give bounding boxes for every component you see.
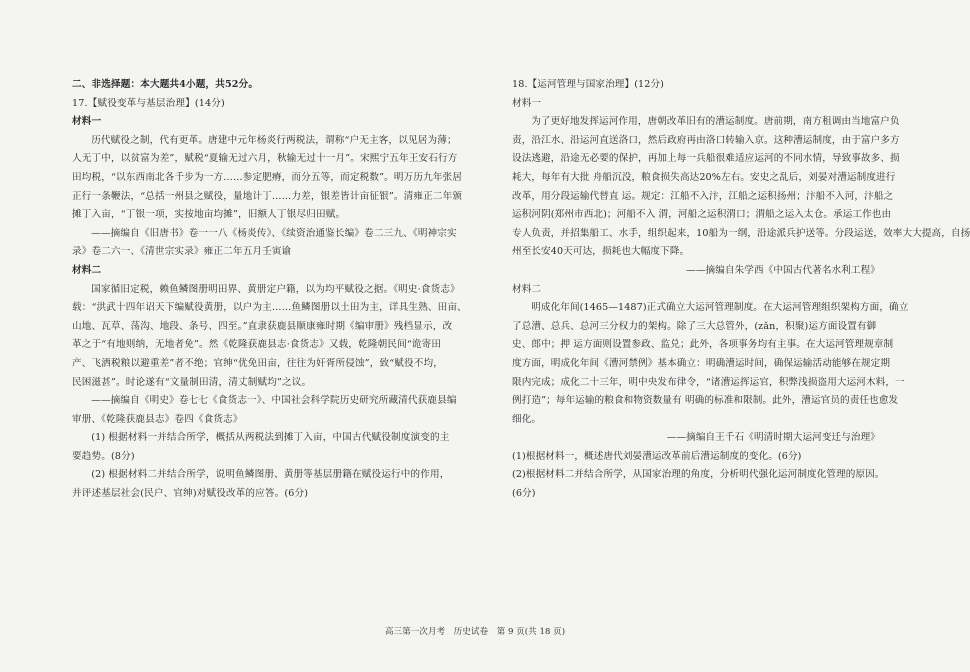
q17-material-2-source-cont: 审册、《乾隆获鹿县志》卷四《食货志》 — [72, 413, 243, 425]
q18-material-1-label: 材料一 — [512, 97, 542, 109]
q17-material-2-line: 民困滋甚”。时论遂有“文量制田清，清丈制赋均”之议。 — [72, 376, 312, 388]
q17-material-1-line: 人无丁中，以贫富为差”，赋税“夏输无过六月，秋输无过十一月”。宋熙宁五年王安石行方 — [72, 153, 458, 165]
q17-material-2-line: 产、飞洒税粮以避重差”者不绝；官绅“优免田亩，往往为奸胥所侵蚀”，致“赋役不均， — [72, 357, 443, 369]
q18-material-1-line: 州至长安40天可达，损耗也大幅度下降。 — [512, 246, 690, 258]
q18-material-1-line: 为了更好地发挥运河作用，唐朝改革旧有的漕运制度。唐前期，南方租调由当地富户负 — [531, 116, 900, 128]
q17-material-2-line: 革之于“有地则纳，无地者免”。然《乾隆获鹿县志·食货志》又载，乾隆朝民间“诡寄田 — [72, 339, 442, 351]
q18-material-2-line: 例打造”；每年运输的粮食和物资数量有 明确的标准和限制。此外，漕运官员的责任也愈发 — [512, 395, 899, 407]
q17-material-1-line: 田均税，“以东西南北各千步为一方……参定肥瘠，而分五等，而定税数”。明万历九年张居 — [72, 171, 463, 183]
q18-subquestion-1: (1)根据材料一，概述唐代刘晏漕运改革前后漕运制度的变化。(6分) — [512, 450, 802, 462]
q18-material-2-line: 明成化年间(1465—1487)正式确立大运河管理制度。在大运河管理组织架构方面，确立 — [531, 302, 909, 314]
page-footer: 高三第一次月考 历史试卷 第 9 页(共 18 页) — [384, 627, 566, 637]
q17-material-2-line: 国家循旧定税，赖鱼鳞图册明田界、黄册定户籍，以为均平赋役之据。《明史·食货志》 — [91, 283, 460, 295]
q17-subquestion-1: (1) 根据材料一并结合所学，概括从两税法到摊丁入亩，中国古代赋役制度演变的主 — [91, 432, 450, 444]
q18-material-2-line: 细化。 — [512, 413, 542, 425]
q18-material-2-line: 限内完成；成化二十三年，明中央发布律令，“诸漕运挥运官，积弊浅损盗用大运河木料，一 — [512, 376, 905, 388]
q17-material-2-line: 山地、瓦草、荡沟、地段、条号、四至。”直隶获鹿县顺康雍时期《编审册》残档显示，改 — [72, 320, 453, 332]
q18-subquestion-2: (2)根据材料二并结合所学，从国家治理的角度，分析明代强化运河制度化管理的原因。 — [512, 469, 885, 481]
q18-material-1-line: 专人负责，并招集船工、水手，组织起来，10船为一纲，沿途派兵护送等。分段运送，效率大大提高，自扬 — [512, 227, 970, 239]
q17-subquestion-1-cont: 要趋势。(8分) — [72, 450, 135, 462]
q18-material-1-line: 设法逃避，沿途无必要的保护，再加上每一兵船很难适应运河的不同水情，导致事故多、损 — [512, 153, 900, 165]
q18-material-2-line: 了总漕、总兵、总河三分权力的架构。除了三大总管外，(zǎn，积聚)运方面设置有御 — [512, 320, 877, 332]
q18-material-1-source: ——摘编自朱学西《中国古代著名水利工程》 — [686, 264, 880, 276]
right-column — [512, 76, 970, 504]
q18-material-2-line: 史、郎中；押 运方面则设置参政、监兑；此外，各项事务均有主事。在大运河管理规章制 — [512, 339, 894, 351]
left-column — [72, 76, 467, 504]
q17-material-1-line: 历代赋役之制，代有更革。唐建中元年杨炎行两税法，谓称“户无主客，以见居为薄； — [91, 134, 457, 146]
q17-material-1-source: ——摘编自《旧唐书》卷一一八《杨炎传》、《续资治通鉴长编》卷二三九、《明神宗实 — [91, 227, 457, 239]
q18-material-2-line: 度方面，明成化年间《漕河禁例》基本确立：明确漕运时间，确保运输活动能够在规定期 — [512, 357, 891, 369]
question-18-title: 18.【运河管理与国家治理】(12分) — [512, 79, 664, 90]
q18-subquestion-2-score: (6分) — [512, 488, 536, 500]
q17-material-1-label: 材料一 — [72, 116, 102, 128]
q18-material-1-line: 责，沿江水、沿运河直送洛口，然后政府再由洛口转输入京。这种漕运制度，由于富户多方 — [512, 134, 900, 146]
q18-material-2-source: ——摘编自王千石《明清时期大运河变迁与治理》 — [666, 432, 880, 444]
q17-material-2-line: 载：“洪武十四年诏天下编赋役黄册，以户为主……鱼鳞图册以土田为主，详具生熟、田亩、 — [72, 302, 467, 314]
q17-material-1-source-cont: 录》卷二六一、《清世宗实录》雍正二年五月壬寅谕 — [72, 246, 292, 258]
q17-material-1-line: 摊丁入亩，“丁银一项，实按地亩均摊”，旧额人丁银尽归田赋。 — [72, 209, 346, 221]
q18-material-1-line: 耗大，每年有大批 舟船沉没，粮食损失高达20%左右。安史之乱后，刘晏对漕运制度进行 — [512, 171, 896, 183]
q17-material-2-source: ——摘编自《明史》卷七七《食货志一》、中国社会科学院历史研究所藏清代获鹿县编 — [91, 395, 457, 407]
q17-subquestion-2-cont: 并评述基层社会(民户、官绅)对赋役改革的应答。(6分) — [72, 488, 309, 500]
q17-material-1-line: 正行一条鞭法，“总括一州县之赋役，量地计丁……力差，银差皆计亩征银”。清雍正二年颁 — [72, 190, 463, 202]
section-header: 二、非选择题：本大题共4小题，共52分。 — [72, 79, 259, 90]
q17-material-2-label: 材料二 — [72, 264, 102, 276]
q17-subquestion-2: (2) 根据材料二并结合所学，说明鱼鳞图册、黄册等基层册籍在赋役运行中的作用， — [91, 469, 450, 481]
question-17-title: 17.【赋役变革与基层治理】(14分) — [72, 97, 225, 109]
q18-material-1-line: 运积河阴(郑州市西北)；河船不入 渭，河船之运积渭口；渭船之运入太仓。承运工作也由 — [512, 209, 892, 221]
q18-material-2-label: 材料二 — [512, 283, 542, 295]
q18-material-1-line: 改革，用分段运输代替直 运。规定：江船不入汴，江船之运积扬州；汴船不入河，汴船之 — [512, 190, 894, 202]
